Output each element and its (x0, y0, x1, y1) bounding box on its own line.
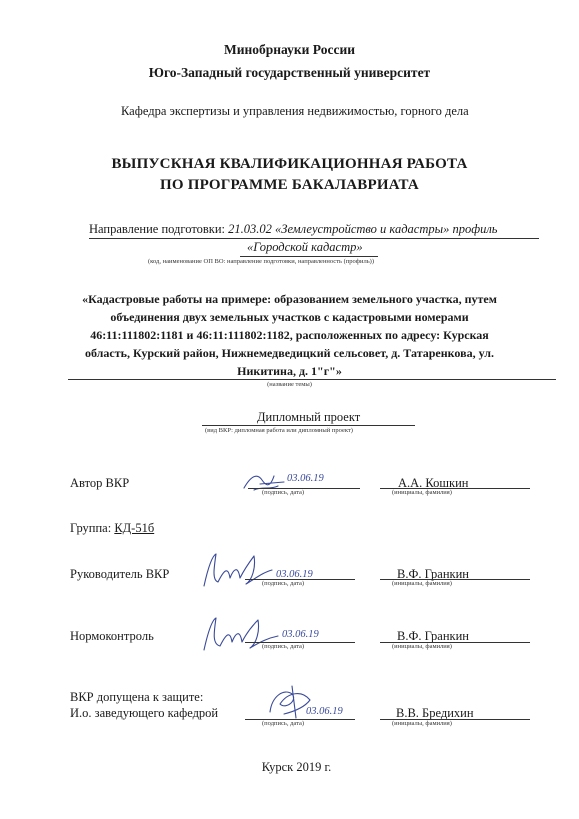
author-sign-caption: (подпись, дата) (262, 489, 305, 496)
author-sign-date: 03.06.19 (287, 473, 324, 484)
admission-label: ВКР допущена к защите: (70, 690, 204, 704)
work-type-caption: (вид ВКР: дипломная работа или дипломный проект) (205, 427, 353, 434)
normcontrol-sign-caption: (подпись, дата) (262, 643, 305, 650)
normcontrol-label: Нормоконтроль (70, 629, 154, 643)
group-field (70, 521, 154, 536)
author-name-caption: (инициалы, фамилия) (392, 489, 452, 496)
author-label: Автор ВКР (70, 476, 130, 490)
topic-caption: (название темы) (267, 381, 312, 388)
ministry-name: Минобрнауки России (223, 42, 356, 57)
topic-line5: Никитина, д. 1"г"» (237, 364, 342, 378)
direction-field (89, 222, 497, 237)
direction-underline (89, 238, 539, 239)
supervisor-label: Руководитель ВКР (70, 567, 170, 581)
normcontrol-name-caption: (инициалы, фамилия) (392, 643, 452, 650)
normcontrol-sign-date: 03.06.19 (282, 629, 319, 640)
direction-profile: «Городской кадастр» (247, 240, 363, 254)
work-type-value: Дипломный проект (257, 410, 361, 424)
supervisor-sign-date: 03.06.19 (276, 569, 313, 580)
topic-underline (68, 379, 556, 380)
work-title-line2: ПО ПРОГРАММЕ БАКАЛАВРИАТА (160, 177, 419, 193)
topic-line1: «Кадастровые работы на примере: образованием земельного участка, путем (82, 292, 497, 306)
city-year: Курск 2019 г. (261, 760, 332, 774)
admission-sign-date: 03.06.19 (306, 706, 343, 717)
supervisor-sign-caption: (подпись, дата) (262, 580, 305, 587)
university-name: Юго-Западный государственный университет (148, 65, 431, 80)
admission-name-caption: (инициалы, фамилия) (392, 720, 452, 727)
admission-name: В.В. Бредихин (396, 706, 474, 720)
topic-line3: 46:11:111802:1181 и 46:11:111802:1182, расположенных по адресу: Курская (90, 328, 489, 342)
topic-line2: объединения двух земельных участков с кадастровыми номерами (110, 310, 469, 324)
group-label: Группа: (70, 521, 112, 535)
supervisor-signature-icon (196, 548, 286, 594)
topic-line4: область, Курский район, Нижнемедведицкий сельсовет, д. Татаренкова, ул. (84, 346, 495, 360)
normcontrol-name: В.Ф. Гранкин (397, 629, 469, 643)
supervisor-name-caption: (инициалы, фамилия) (392, 580, 452, 587)
department-name: Кафедра экспертизы и управления недвижимостью, горного дела (121, 104, 469, 118)
profile-underline (240, 256, 378, 257)
head-of-department-label: И.о. заведующего кафедрой (70, 706, 219, 720)
direction-label: Направление подготовки: (89, 222, 225, 236)
group-value: КД-51б (114, 521, 155, 535)
supervisor-name: В.Ф. Гранкин (397, 567, 469, 581)
admission-sign-caption: (подпись, дата) (262, 720, 305, 727)
direction-caption: (код, наименование ОП ВО: направление подготовки, направленность (профиль)) (148, 258, 374, 265)
work-type-underline (202, 425, 415, 426)
work-title-line1: ВЫПУСКНАЯ КВАЛИФИКАЦИОННАЯ РАБОТА (111, 156, 468, 172)
direction-value: 21.03.02 «Землеустройство и кадастры» профиль (228, 222, 498, 236)
author-name: А.А. Кошкин (398, 476, 469, 490)
